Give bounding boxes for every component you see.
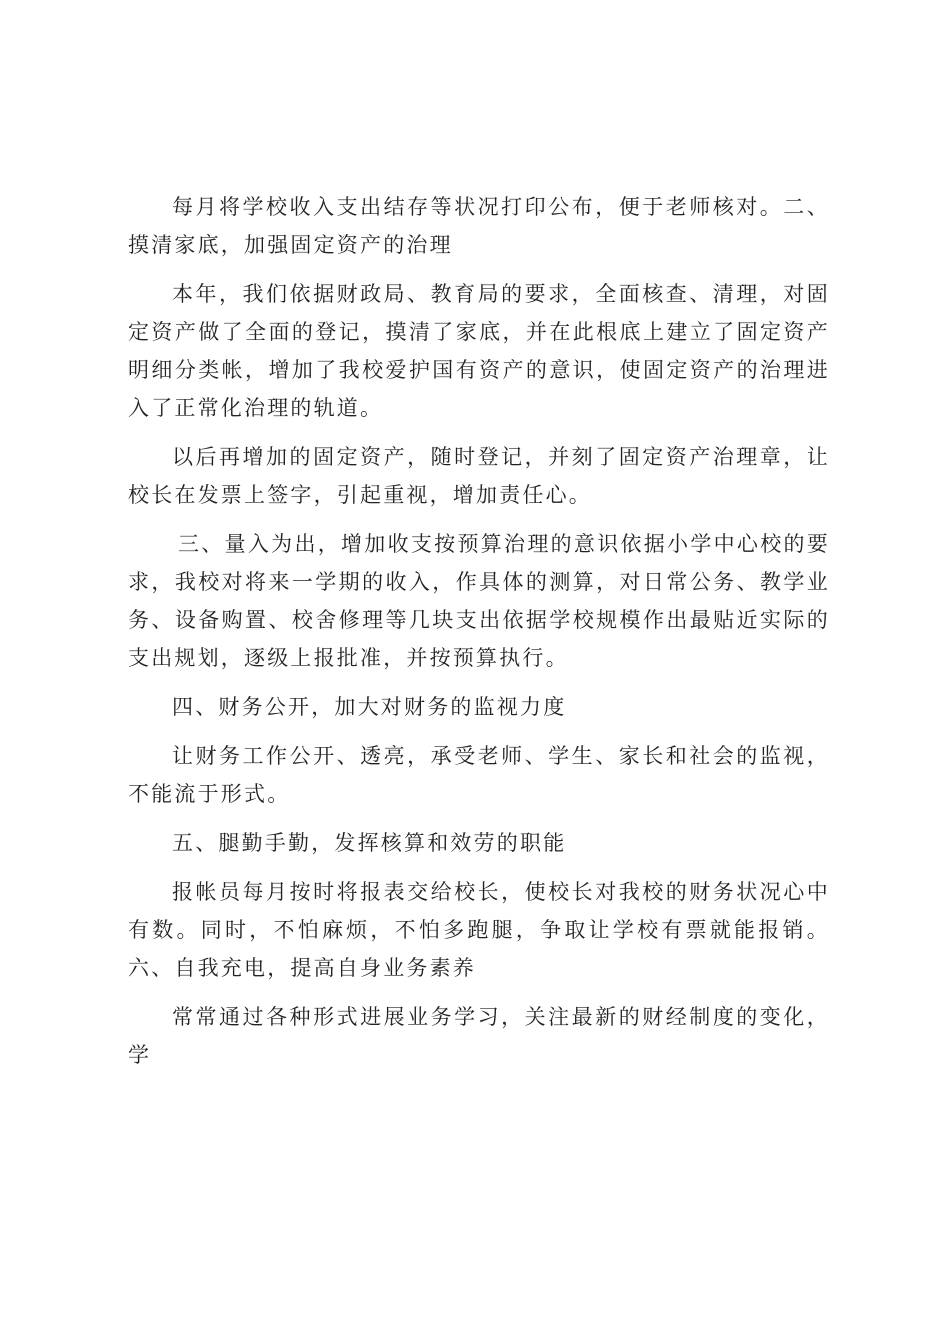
document-body <box>128 188 830 1085</box>
paragraph-continued-study: 常常通过各种形式进展业务学习，关注最新的财经制度的变化，学 <box>128 1005 830 1067</box>
paragraph-heading-financial-disclosure: 四、财务公开，加大对财务的监视力度 <box>172 695 567 719</box>
paragraph-fixed-assets-audit: 本年，我们依据财政局、教育局的要求，全面核查、清理，对固定资产做了全面的登记，摸清了家底，并在此根底上建立了固定资产明细分类帐，增加了我校爱护国有资产的意识，使固定资产的治理进入了正常化治理的轨道。 <box>128 282 830 420</box>
paragraph-reimbursement: 报帐员每月按时将报表交给校长，使校长对我校的财务状况心中有数。同时，不怕麻烦，不怕多跑腿，争取让学校有票就能报销。六、自我充电，提高自身业务素养 <box>128 880 830 980</box>
paragraph-budget-management: 三、量入为出，增加收支按预算治理的意识依据小学中心校的要求，我校对将来一学期的收入，作具体的测算，对日常公务、教学业务、设备购置、校舍修理等几块支出依据学校规模作出最贴近实际的支出规划，逐级上报批准，并按预算执行。 <box>128 532 830 670</box>
paragraph-transparency: 让财务工作公开、透亮，承受老师、学生、家长和社会的监视，不能流于形式。 <box>128 744 830 806</box>
paragraph-heading-accounting-service: 五、腿勤手勤，发挥核算和效劳的职能 <box>172 831 567 855</box>
paragraph-monthly-report: 每月将学校收入支出结存等状况打印公布，便于老师核对。二、摸清家底，加强固定资产的治理 <box>128 195 830 257</box>
paragraph-asset-registration: 以后再增加的固定资产，随时登记，并刻了固定资产治理章，让校长在发票上签字，引起重视，增加责任心。 <box>128 445 830 507</box>
